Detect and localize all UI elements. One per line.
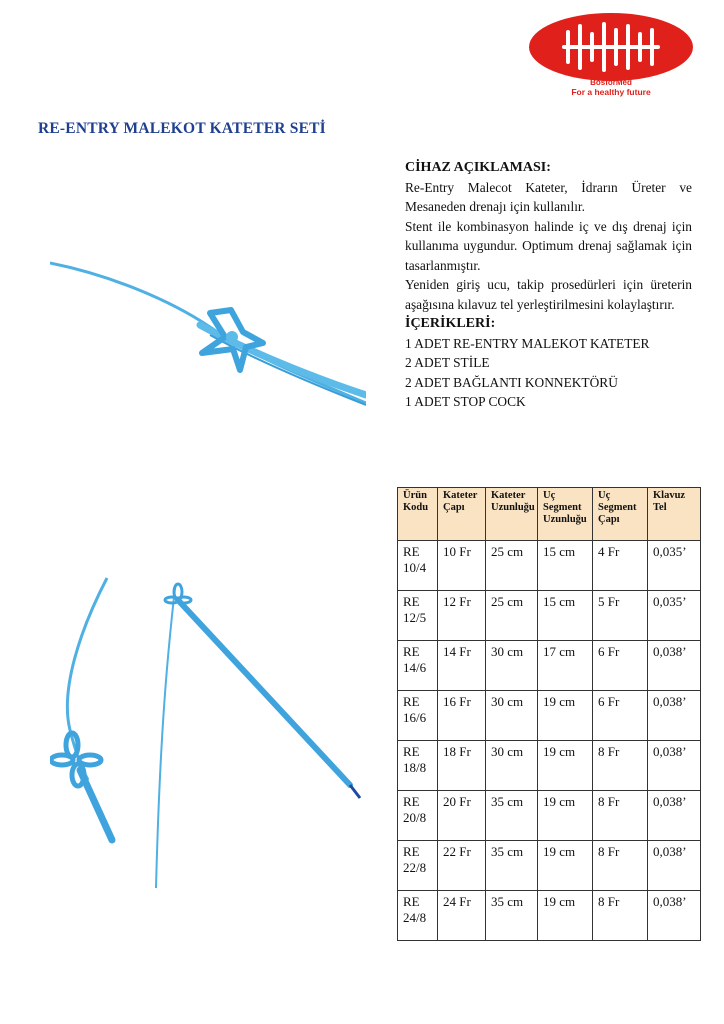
logo-tagline: For a healthy future [571, 87, 651, 97]
column-header: Uç Segment Uzunluğu [538, 488, 593, 541]
table-cell: RE 14/6 [398, 641, 438, 691]
contents-item: 2 ADET STİLE [405, 355, 490, 370]
table-cell: 18 Fr [438, 741, 486, 791]
table-cell: 35 cm [486, 891, 538, 941]
contents-item: 1 ADET STOP COCK [405, 394, 526, 409]
table-cell: 19 cm [538, 791, 593, 841]
specification-table [397, 487, 701, 941]
contents-heading: İÇERİKLERİ: [405, 316, 496, 331]
brand-logo [528, 12, 694, 100]
table-row [398, 541, 701, 591]
column-header: Ürün Kodu [398, 488, 438, 541]
catheter-photo-closeup [50, 255, 366, 435]
table-cell: RE 12/5 [398, 591, 438, 641]
table-cell: 0,038’ [648, 841, 701, 891]
table-cell: RE 24/8 [398, 891, 438, 941]
table-row [398, 591, 701, 641]
table-cell: RE 22/8 [398, 841, 438, 891]
table-row [398, 791, 701, 841]
description-heading: CİHAZ AÇIKLAMASI: [405, 160, 551, 175]
table-cell: RE 16/6 [398, 691, 438, 741]
table-cell: 25 cm [486, 541, 538, 591]
table-row [398, 891, 701, 941]
table-cell: 16 Fr [438, 691, 486, 741]
table-cell: 24 Fr [438, 891, 486, 941]
table-cell: 6 Fr [593, 691, 648, 741]
table-cell: RE 20/8 [398, 791, 438, 841]
table-cell: 0,035’ [648, 541, 701, 591]
description-paragraph: Re-Entry Malecot Kateter, İdrarın Üreter ve Mesaneden drenajı için kullanılır. [405, 179, 692, 214]
table-cell: 0,038’ [648, 691, 701, 741]
column-header: Uç Segment Çapı [593, 488, 648, 541]
table-cell: 0,038’ [648, 741, 701, 791]
table-cell: 0,038’ [648, 791, 701, 841]
table-cell: RE 18/8 [398, 741, 438, 791]
table-cell: 25 cm [486, 591, 538, 641]
table-row [398, 691, 701, 741]
table-cell: 12 Fr [438, 591, 486, 641]
table-cell: 22 Fr [438, 841, 486, 891]
table-cell: 19 cm [538, 891, 593, 941]
page-title: RE-ENTRY MALEKOT KATETER SETİ [38, 120, 326, 137]
table-cell: 19 cm [538, 691, 593, 741]
table-cell: 4 Fr [593, 541, 648, 591]
table-cell: 30 cm [486, 691, 538, 741]
table-row [398, 741, 701, 791]
table-cell: 0,038’ [648, 641, 701, 691]
column-header: Klavuz Tel [648, 488, 701, 541]
logo-emblem-icon [528, 12, 694, 82]
table-cell: 10 Fr [438, 541, 486, 591]
table-cell: 8 Fr [593, 841, 648, 891]
description-paragraph: Yeniden giriş ucu, takip prosedürleri için üreterin aşağısına kılavuz tel yerleştirilmesini kolaylaştırır. [405, 277, 692, 312]
table-cell: 0,038’ [648, 891, 701, 941]
table-cell: 35 cm [486, 791, 538, 841]
table-cell: 15 cm [538, 541, 593, 591]
table-cell: 20 Fr [438, 791, 486, 841]
table-cell: 30 cm [486, 741, 538, 791]
device-description [405, 158, 692, 412]
column-header: Kateter Uzunluğu [486, 488, 538, 541]
table-cell: 17 cm [538, 641, 593, 691]
table-cell: 30 cm [486, 641, 538, 691]
table-cell: 8 Fr [593, 741, 648, 791]
table-cell: 15 cm [538, 591, 593, 641]
contents-item: 2 ADET BAĞLANTI KONNEKTÖRÜ [405, 374, 618, 390]
table-header-row [398, 488, 701, 541]
table-cell: 19 cm [538, 841, 593, 891]
description-paragraph: Stent ile kombinasyon halinde iç ve dış drenaj için kullanıma uygundur. Optimum drenaj sağlamak için tasarlanmıştır. [405, 218, 692, 273]
contents-item: 1 ADET RE-ENTRY MALEKOT KATETER [405, 335, 650, 351]
table-cell: 6 Fr [593, 641, 648, 691]
table-cell: 19 cm [538, 741, 593, 791]
table-row [398, 841, 701, 891]
logo-brand-name: BosforMed [590, 78, 632, 87]
table-cell: 35 cm [486, 841, 538, 891]
table-cell: RE 10/4 [398, 541, 438, 591]
table-cell: 5 Fr [593, 591, 648, 641]
table-cell: 0,035’ [648, 591, 701, 641]
table-cell: 14 Fr [438, 641, 486, 691]
table-cell: 8 Fr [593, 891, 648, 941]
catheter-photo-full [50, 570, 366, 895]
table-row [398, 641, 701, 691]
table-cell: 8 Fr [593, 791, 648, 841]
column-header: Kateter Çapı [438, 488, 486, 541]
